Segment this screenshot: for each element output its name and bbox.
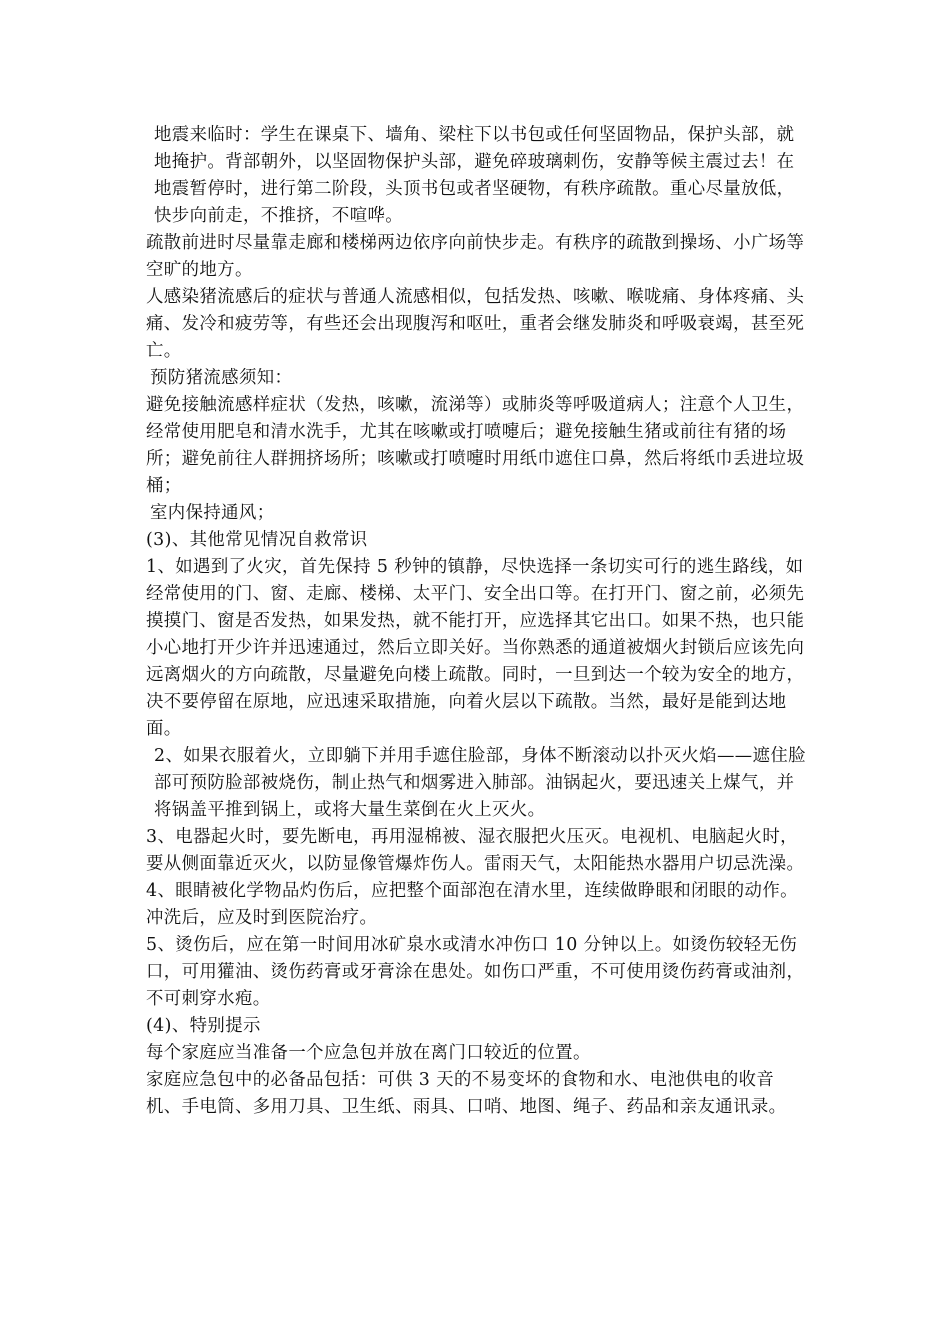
paragraph-fire-escape: 1、如遇到了火灾，首先保持 5 秒钟的镇静，尽快选择一条切实可行的逃生路线，如经常使用的门、窗、走廊、楼梯、太平门、安全出口等。在打开门、窗之前，必须先摸摸门、窗是否发热，如果发热，就不能打开，应选择其它出口。如果不热，也只能小心地打开少许并迅速通过，然后立即关好。当你熟悉的通道被烟火封锁后应该先向远离烟火的方向疏散，尽量避免向楼上疏散。同时，一旦到达一个较为安全的地方，决不要停留在原地，应迅速采取措施，向着火层以下疏散。当然，最好是能到达地面。 — [146, 557, 805, 739]
paragraph-electrical-fire: 3、电器起火时，要先断电，再用湿棉被、湿衣服把火压灭。电视机、电脑起火时，要从侧面靠近灭火，以防显像管爆炸伤人。雷雨天气，太阳能热水器用户切忌洗澡。 — [146, 827, 805, 874]
paragraph-swine-flu-symptoms: 人感染猪流感后的症状与普通人流感相似，包括发热、咳嗽、喉咙痛、身体疼痛、头痛、发冷和疲劳等，有些还会出现腹泻和呕吐，重者会继发肺炎和呼吸衰竭，甚至死亡。 — [146, 287, 805, 361]
document-body — [146, 122, 806, 1121]
paragraph-chemical-eye-burn: 4、眼睛被化学物品灼伤后，应把整个面部泡在清水里，连续做睁眼和闭眼的动作。冲洗后，应及时到医院治疗。 — [146, 881, 798, 928]
paragraph-clothes-fire: 2、如果衣服着火，立即躺下并用手遮住脸部，身体不断滚动以扑灭火焰——遮住脸部可预防脸部被烧伤，制止热气和烟雾进入肺部。油锅起火，要迅速关上煤气，并将锅盖平推到锅上，或将大量生菜倒在火上灭火。 — [154, 746, 806, 820]
paragraph-evacuation: 疏散前进时尽量靠走廊和楼梯两边依序向前快步走。有秩序的疏散到操场、小广场等空旷的地方。 — [146, 233, 805, 280]
section-heading-special-tips: (4)、特别提示 — [146, 1016, 261, 1036]
section-heading-self-rescue: (3)、其他常见情况自救常识 — [146, 530, 368, 550]
paragraph-emergency-kit: 每个家庭应当准备一个应急包并放在离门口较近的位置。 — [146, 1043, 591, 1063]
paragraph-flu-prevention-heading: 预防猪流感须知： — [150, 368, 293, 388]
paragraph-earthquake-response: 地震来临时：学生在课桌下、墙角、梁柱下以书包或任何坚固物品，保护头部，就地掩护。背部朝外，以坚固物保护头部，避免碎玻璃刺伤，安静等候主震过去！在地震暂停时，进行第二阶段，头顶书包或者坚硬物，有秩序疏散。重心尽量放低，快步向前走，不推挤，不喧哗。 — [154, 125, 795, 226]
paragraph-flu-prevention: 避免接触流感样症状（发热，咳嗽，流涕等）或肺炎等呼吸道病人；注意个人卫生，经常使用肥皂和清水洗手，尤其在咳嗽或打喷嚏后；避免接触生猪或前往有猪的场所；避免前往人群拥挤场所；咳嗽或打喷嚏时用纸巾遮住口鼻，然后将纸巾丢进垃圾桶； — [146, 395, 805, 496]
paragraph-ventilation: 室内保持通风； — [150, 503, 275, 523]
paragraph-scald: 5、烫伤后，应在第一时间用冰矿泉水或清水冲伤口 10 分钟以上。如烫伤较轻无伤口，可用獾油、烫伤药膏或牙膏涂在患处。如伤口严重，不可使用烫伤药膏或油剂，不可刺穿水疱。 — [146, 935, 805, 1009]
paragraph-emergency-kit-contents: 家庭应急包中的必备品包括：可供 3 天的不易变坏的食物和水、电池供电的收音机、手电筒、多用刀具、卫生纸、雨具、口哨、地图、绳子、药品和亲友通讯录。 — [146, 1070, 787, 1117]
